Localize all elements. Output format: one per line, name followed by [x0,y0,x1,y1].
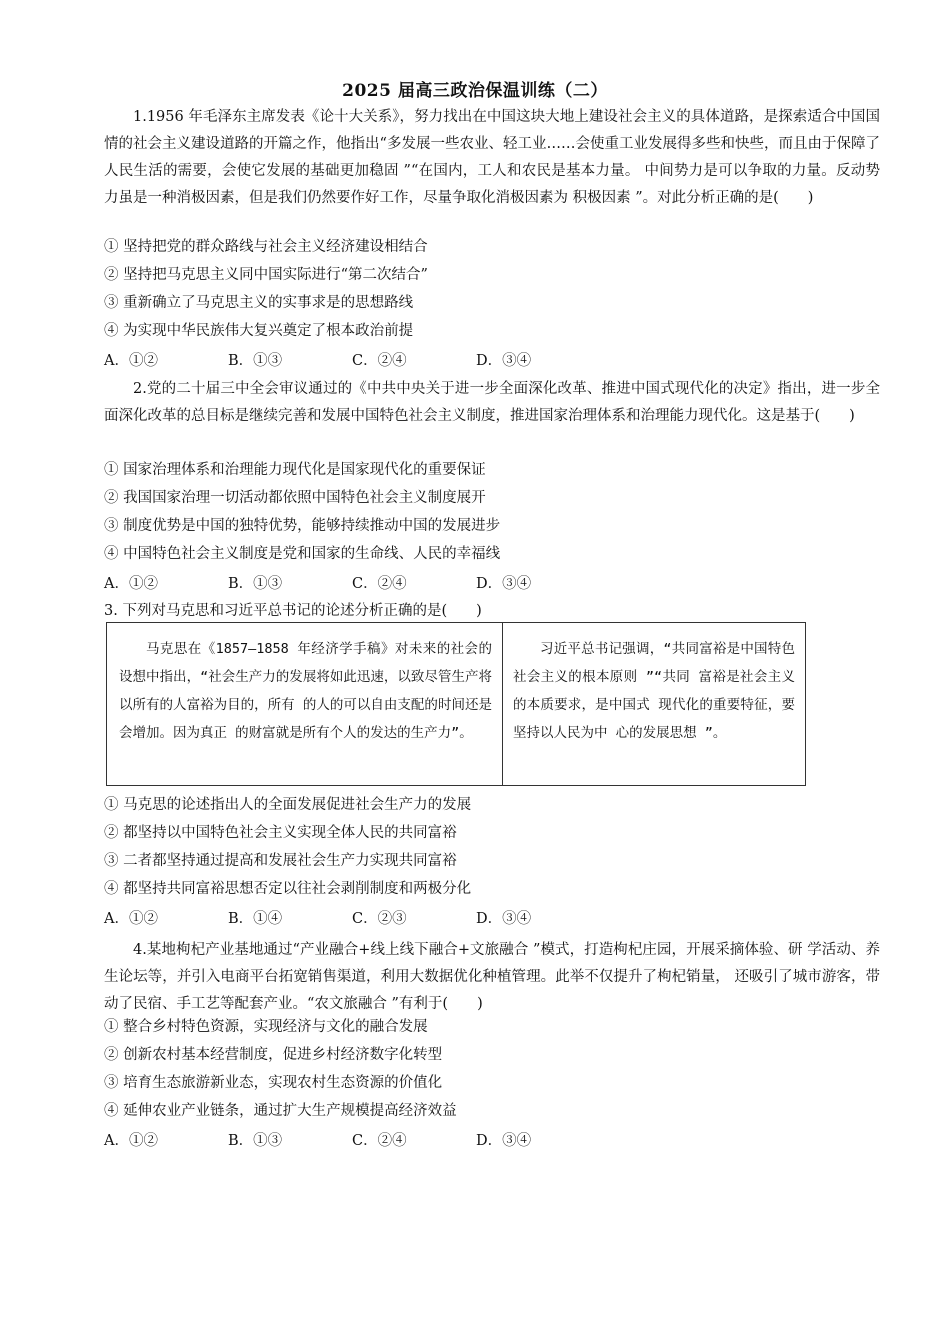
choice-a: A．①② [104,576,158,592]
page-title: 2025 届高三政治保温训练（二） [342,81,608,101]
question-3-option-3: ③ 二者都坚持通过提高和发展社会生产力实现共同富裕 [104,853,457,869]
choice-b: B．①③ [228,353,283,369]
question-1-choices [104,348,600,375]
quote-xi: 习近平总书记强调，“共同富裕是中国特色社会主义的根本原则 ”“共同 富裕是社会主义的本质要求，是中国式 现代化的重要特征，要坚持以人民为中 心的发展思想 ”。 [513,641,795,741]
question-3-option-2: ② 都坚持以中国特色社会主义实现全体人民的共同富裕 [104,825,457,841]
choice-b: B．①④ [228,911,283,927]
question-4-choices [104,1128,600,1155]
choice-b: B．①③ [228,1133,283,1149]
choice-a: A．①② [104,353,158,369]
question-1-option-4: ④ 为实现中华民族伟大复兴奠定了根本政治前提 [104,323,414,339]
question-4-option-4: ④ 延伸农业产业链条，通过扩大生产规模提高经济效益 [104,1103,457,1119]
question-4-option-1: ① 整合乡村特色资源，实现经济与文化的融合发展 [104,1019,428,1035]
choice-a: A．①② [104,1133,158,1149]
choice-c: C．②④ [352,576,407,592]
question-4-stem: 4.某地枸杞产业基地通过“产业融合+线上线下融合+文旅融合 ”模式，打造枸杞庄园，开展采摘体验、研 学活动、养生论坛等，并引入电商平台拓宽销售渠道，利用大数据优化种植管理。此举不仅提升了枸杞销量， 还吸引了城市游客，带动了民宿、手工艺等配套产业。“农文旅融合 ”有利于( ) [104,942,880,1012]
choice-b: B．①③ [228,576,283,592]
choice-d: D．③④ [476,576,532,592]
choice-c: C．②④ [352,353,407,369]
question-1-option-1: ① 坚持把党的群众路线与社会主义经济建设相结合 [104,239,428,255]
choice-c: C．②③ [352,911,407,927]
question-1-option-2: ② 坚持把马克思主义同中国实际进行“第二次结合” [104,267,428,283]
quote-marx: 马克思在《1857—1858 年经济学手稿》对未来的社会的设想中指出，“社会生产力的发展将如此迅速，以致尽管生产将以所有的人富裕为目的，所有 的人的可以自由支配的时间还是会增加。因为真正 的财富就是所有个人的发达的生产力”。 [119,641,492,741]
quote-cell-marx [107,623,503,785]
choice-d: D．③④ [476,911,532,927]
question-2-option-1: ① 国家治理体系和治理能力现代化是国家现代化的重要保证 [104,462,486,478]
choice-d: D．③④ [476,353,532,369]
choice-c: C．②④ [352,1133,407,1149]
question-2-choices [104,571,600,598]
question-3-option-1: ① 马克思的论述指出人的全面发展促进社会生产力的发展 [104,797,472,813]
question-1-option-3: ③ 重新确立了马克思主义的实事求是的思想路线 [104,295,414,311]
question-3-stem: 3. 下列对马克思和习近平总书记的论述分析正确的是( ) [104,603,482,619]
question-2-option-4: ④ 中国特色社会主义制度是党和国家的生命线、人民的幸福线 [104,546,501,562]
question-4-option-3: ③ 培育生态旅游新业态，实现农村生态资源的价值化 [104,1075,443,1091]
quote-table [106,622,806,786]
question-4-option-2: ② 创新农村基本经营制度，促进乡村经济数字化转型 [104,1047,443,1063]
question-1-stem: 1.1956 年毛泽东主席发表《论十大关系》，努力找出在中国这块大地上建设社会主义的具体道路，是探索适合中国国情的社会主义建设道路的开篇之作，他指出“多发展一些农业、轻工业……会使重工业发展得多些和快些，而且由于保障了人民生活的需要，会使它发展的基础更加稳固 ”“在国内，工人和农民是基本力量。 中间势力是可以争取的力量。反动势力虽是一种消极因素，但是我们仍然要作好工作，尽量争取化消极因素为 积极因素 ”。对此分析正确的是( ) [104,109,880,206]
question-2-option-2: ② 我国国家治理一切活动都依照中国特色社会主义制度展开 [104,490,486,506]
question-2-stem: 2.党的二十届三中全会审议通过的《中共中央关于进一步全面深化改革、推进中国式现代化的决定》指出，进一步全面深化改革的总目标是继续完善和发展中国特色社会主义制度，推进国家治理体系和治理能力现代化。这是基于( ) [104,381,880,424]
question-3-option-4: ④ 都坚持共同富裕思想否定以往社会剥削制度和两极分化 [104,881,472,897]
choice-a: A．①② [104,911,158,927]
question-3-choices [104,906,600,933]
question-2-option-3: ③ 制度优势是中国的独特优势，能够持续推动中国的发展进步 [104,518,501,534]
choice-d: D．③④ [476,1133,532,1149]
quote-cell-xi [503,623,805,785]
